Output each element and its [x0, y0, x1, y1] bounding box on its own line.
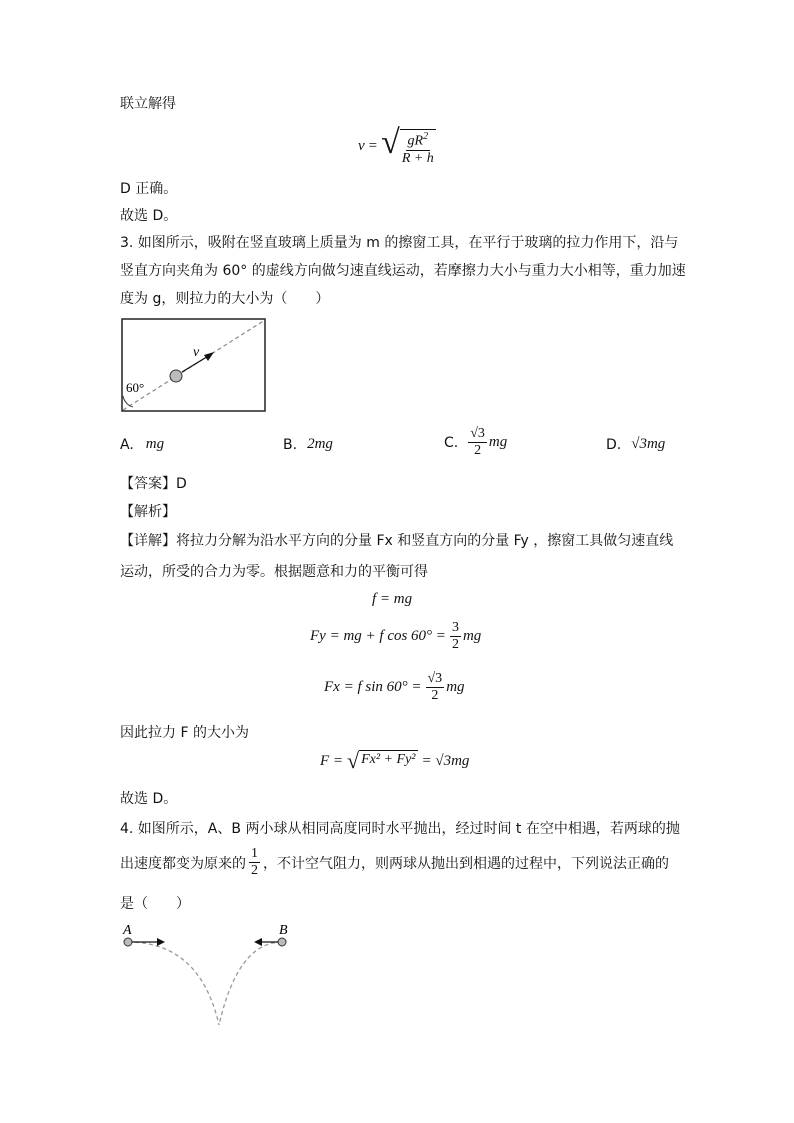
- option-c-denominator: 2: [474, 443, 482, 459]
- eq2-numerator: 3: [450, 620, 461, 637]
- arrowhead-a: [157, 938, 165, 946]
- question-4-line1: 4. 如图所示，A、B 两小球从相同高度同时水平抛出，经过时间 t 在空中相遇，若两球的抛: [120, 821, 680, 837]
- question-4-line2: [120, 846, 669, 879]
- option-d: [606, 436, 665, 453]
- eq4-lhs: F =: [320, 752, 344, 769]
- option-c-numerator: √3: [468, 426, 487, 443]
- equation-f-total: F = √ Fx² + Fy² = √3mg: [320, 748, 470, 773]
- label-b: B: [279, 923, 288, 938]
- eq2-denominator: 2: [451, 637, 459, 653]
- velocity-label: v: [193, 345, 200, 360]
- eq3-denominator: 2: [431, 688, 439, 704]
- answer-line: 【答案】D: [120, 476, 187, 492]
- option-b-text: 2mg: [307, 436, 333, 452]
- question-3-line2: 竖直方向夹角为 60° 的虚线方向做匀速直线运动，若摩擦力大小与重力大小相等，重力加速: [120, 263, 686, 279]
- option-d-text: √3mg: [631, 436, 666, 452]
- text-line: 联立解得: [120, 96, 176, 112]
- eq2-lhs: Fy = mg + f cos 60° =: [310, 628, 446, 645]
- eq4-radicand: Fx² + Fy²: [361, 752, 416, 767]
- question-3-line3: 度为 g，则拉力的大小为（ ）: [120, 291, 330, 307]
- text-line: 因此拉力 F 的大小为: [120, 725, 249, 741]
- option-d-label: D.: [606, 436, 622, 453]
- detail-line2: 运动，所受的合力为零。根据题意和力的平衡可得: [120, 564, 428, 580]
- trajectory-a: [128, 942, 219, 1025]
- eq3-numerator: √3: [426, 671, 445, 688]
- detail-line1: 【详解】将拉力分解为沿水平方向的分量 Fx 和竖直方向的分量 Fy ，擦窗工具做匀速直线: [120, 533, 674, 549]
- option-c: [444, 426, 507, 459]
- equation-fy: [310, 620, 481, 653]
- eq-numerator: gR: [407, 133, 424, 149]
- label-a: A: [123, 923, 132, 938]
- equation-v: v = √ $\frac{gR^2}{R + h}$: [358, 124, 434, 166]
- q4-frac-numerator: 1: [249, 846, 260, 863]
- ball-a: [124, 938, 132, 946]
- question-4-line3: 是（ ）: [120, 896, 190, 912]
- equation-fx: [324, 671, 465, 704]
- option-a: [120, 436, 164, 453]
- q4-line2-pre: 出速度都变为原来的: [120, 855, 246, 872]
- equation-friction: f = mg: [372, 591, 413, 607]
- arrowhead-b: [254, 938, 262, 946]
- trajectory-b: [219, 942, 282, 1025]
- eq3-lhs: Fx = f sin 60° =: [324, 679, 422, 696]
- option-b: [283, 436, 333, 453]
- text-line: 故选 D。: [120, 791, 178, 807]
- velocity-arrowhead: [204, 352, 214, 361]
- cleaner-tool-ball: [170, 370, 182, 382]
- option-b-label: B.: [283, 436, 298, 453]
- eq-lhs: v: [358, 137, 365, 154]
- option-c-tail: mg: [488, 434, 508, 451]
- option-a-label: A.: [120, 436, 134, 453]
- projectile-figure: [115, 920, 300, 1030]
- q4-line2-post: ，不计空气阻力，则两球从抛出到相遇的过程中，下列说法正确的: [263, 855, 669, 872]
- angle-arc: [123, 396, 133, 407]
- sqrt-expression: √ $\frac{gR^2}{R + h}$: [381, 124, 434, 166]
- option-c-label: C.: [444, 434, 459, 451]
- eq2-tail: mg: [462, 628, 482, 645]
- option-a-text: mg: [145, 436, 165, 452]
- angle-label: 60°: [126, 380, 145, 395]
- question-3-line1: 3. 如图所示，吸附在竖直玻璃上质量为 m 的擦窗工具，在平行于玻璃的拉力作用下，沿与: [120, 235, 679, 251]
- eq3-tail: mg: [446, 679, 465, 696]
- window-cleaner-figure: [118, 316, 270, 416]
- q4-frac-denominator: 2: [251, 863, 258, 879]
- text-line: D 正确。: [120, 181, 178, 197]
- eq-exponent: 2: [423, 131, 429, 142]
- eq-denominator: R + h: [401, 150, 434, 166]
- eq4-rhs: = √3mg: [421, 752, 470, 769]
- analysis-heading: 【解析】: [120, 504, 176, 520]
- ball-b: [278, 938, 286, 946]
- text-line: 故选 D。: [120, 208, 178, 224]
